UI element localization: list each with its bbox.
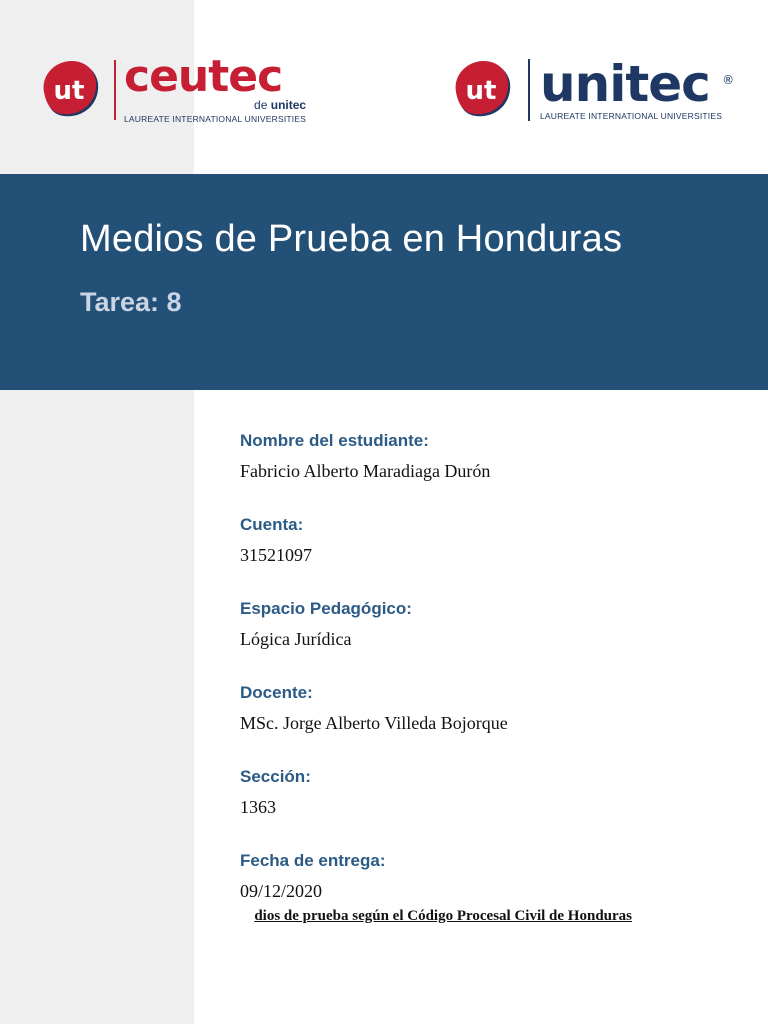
unitec-tagline: LAUREATE INTERNATIONAL UNIVERSITIES	[540, 110, 723, 121]
field-label: Sección:	[240, 767, 311, 786]
left-gray-strip	[0, 0, 194, 1024]
unitec-logo-text	[540, 54, 735, 121]
document-subtitle: Tarea: 8	[80, 287, 182, 317]
section-heading: dios de prueba según el Código Procesal Civil de Honduras	[254, 908, 632, 924]
field-teacher	[240, 682, 508, 766]
field-value: 09/12/2020	[240, 881, 323, 901]
field-value: Fabricio Alberto Maradiaga Durón	[240, 461, 491, 481]
svg-text:ut: ut	[53, 76, 85, 106]
ut-badge-icon	[448, 56, 516, 124]
unitec-wordmark	[540, 54, 735, 113]
field-value: 1363	[240, 797, 276, 817]
field-value: MSc. Jorge Alberto Villeda Bojorque	[240, 713, 508, 733]
ceutec-logo-text	[124, 50, 307, 124]
unitec-logo	[448, 54, 735, 124]
field-student-name	[240, 430, 508, 514]
field-course	[240, 598, 508, 682]
student-info	[240, 430, 508, 934]
logo-divider	[528, 59, 530, 121]
ceutec-logo	[36, 50, 307, 124]
section-heading-clip	[194, 906, 714, 930]
field-account	[240, 514, 508, 598]
ceutec-tagline: LAUREATE INTERNATIONAL UNIVERSITIES	[124, 113, 307, 124]
field-value: 31521097	[240, 545, 312, 565]
field-label: Espacio Pedagógico:	[240, 599, 412, 618]
logo-divider	[114, 60, 116, 120]
field-label: Cuenta:	[240, 515, 304, 534]
field-label: Nombre del estudiante:	[240, 431, 429, 450]
field-label: Docente:	[240, 683, 313, 702]
ut-badge-icon	[36, 56, 104, 124]
svg-text:ut: ut	[465, 76, 497, 106]
field-label: Fecha de entrega:	[240, 851, 386, 870]
field-value: Lógica Jurídica	[240, 629, 352, 649]
ceutec-sub-brand: unitec	[270, 97, 307, 112]
title-banner	[0, 174, 768, 390]
unitec-wordmark-text: unitec	[540, 54, 710, 113]
ceutec-sub-prefix: de	[254, 97, 271, 112]
field-section	[240, 766, 508, 850]
document-title: Medios de Prueba en Honduras	[80, 218, 623, 260]
registered-mark: ®	[722, 72, 735, 87]
ceutec-wordmark: ceutec	[124, 50, 283, 102]
ceutec-sub-line	[124, 99, 306, 111]
